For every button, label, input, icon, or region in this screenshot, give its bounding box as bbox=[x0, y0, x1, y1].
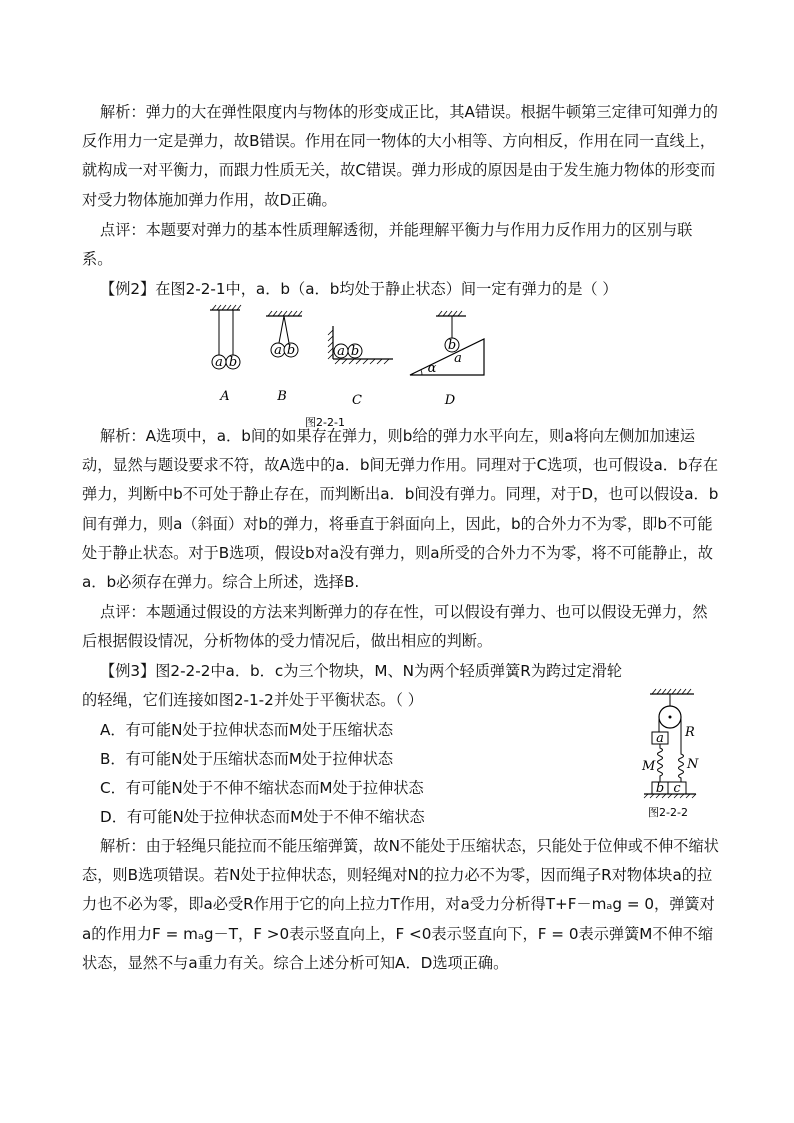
option-d: D．有可能N处于拉伸状态而M处于不伸不缩状态 bbox=[100, 808, 425, 826]
figure-2-2-1 bbox=[200, 304, 500, 434]
panel-label-d: D bbox=[444, 393, 456, 408]
panel-label-b: B bbox=[277, 389, 287, 404]
spring-n-label: N bbox=[687, 757, 699, 772]
panel-label-c: C bbox=[352, 393, 362, 408]
spring-n bbox=[679, 750, 684, 782]
figure-2-2-2 bbox=[628, 688, 708, 823]
analysis-paragraph-2: 解析：A选项中，a．b间的如果存在弹力，则b给的弹力水平向左，则a将向左侧加加速运动，显然与题设要求不符，故A选中的a．b间无弹力作用。同理对于C选项，也可假设a．b存在弹力，判断中b不可处于静止存在，而判断出a．b间没有弹力。同理，对于D，也可以假设a．b间有弹力，则a（斜面）对b的弹力，将垂直于斜面向上，因此，b的合外力不为零，即b不可能处于静止状态。对于B选项，假设b对a没有弹力，则a所受的合外力不为零，将不可能静止，故a．b必须存在弹力。综合上所述，选择B. bbox=[82, 427, 719, 592]
angle-label: α bbox=[427, 361, 437, 376]
example-3-question: 【例3】图2-2-2中a．b．c为三个物块，M、N为两个轻质弹簧R为跨过定滑轮的轻绳，它们连接如图2-1-2并处于平衡状态。（ ） bbox=[82, 662, 622, 710]
comment-paragraph-1: 点评：本题要对弹力的基本性质理解透彻，并能理解平衡力与作用力反作用力的区别与联系。 bbox=[82, 221, 693, 269]
spring-m-label: M bbox=[642, 759, 656, 774]
ball-b-label: b bbox=[286, 343, 296, 358]
panel-label-a: A bbox=[220, 389, 230, 404]
ball-a-label: a bbox=[337, 344, 345, 359]
figure-panel-a bbox=[210, 305, 241, 404]
figure-2-2-2-caption: 图2-2-2 bbox=[648, 806, 688, 819]
comment-paragraph-2: 点评：本题通过假设的方法来判断弹力的存在性，可以假设有弹力、也可以假设无弹力，然后根据假设情况，分析物体的受力情况后，做出相应的判断。 bbox=[82, 603, 708, 651]
analysis-paragraph-3: 解析：由于轻绳只能拉而不能压缩弹簧，故N不能处于压缩状态，只能处于位伸或不伸不缩状态，则B选项错误。若N处于拉伸状态，则轻绳对N的拉力必不为零，因而绳子R对物体块a的拉力也不必为零，即a必受R作用于它的向上拉力T作用，对a受力分析得T+F－mₐg = 0，弹簧对a的作用力F = mₐg－T，F >0表示竖直向上，F <0表示竖直向下，F = 0表示弹簧M不伸不缩状态，显然不与a重力有关。综合上述分析可知A．D选项正确。 bbox=[82, 837, 719, 972]
option-b: B．有可能N处于压缩状态而M处于拉伸状态 bbox=[100, 750, 394, 768]
incline-a-label: a bbox=[454, 351, 462, 366]
ball-b-label: b bbox=[350, 344, 360, 359]
option-c: C．有可能N处于不伸不缩状态而M处于拉伸状态 bbox=[100, 779, 424, 797]
analysis-paragraph-1: 解析：弹力的大在弹性限度内与物体的形变成正比，其A错误。根据牛顿第三定律可知弹力的反作用力一定是弹力，故B错误。作用在同一物体的大小相等、方向相反，作用在同一直线上，就构成一对平衡力，而跟力性质无关，故C错误。弹力形成的原因是由于发生施力物体的形变而对受力物体施加弹力作用，故D正确。 bbox=[82, 103, 718, 209]
block-a-label: a bbox=[656, 731, 664, 746]
rope-r-label: R bbox=[685, 725, 695, 740]
block-b-label: b bbox=[655, 781, 665, 796]
spring-m bbox=[658, 744, 663, 782]
figure-panel-c bbox=[328, 326, 393, 408]
ball-b-label: b bbox=[228, 355, 238, 370]
figure-2-2-1-caption: 图2-2-1 bbox=[305, 416, 345, 429]
ball-a-label: a bbox=[274, 343, 282, 358]
example-2-question: 【例2】在图2-2-1中，a．b（a．b均处于静止状态）间一定有弹力的是（ ） bbox=[100, 280, 618, 298]
figure-panel-d bbox=[410, 311, 484, 408]
block-c-label: c bbox=[673, 781, 681, 796]
figure-panel-b bbox=[266, 311, 302, 404]
ball-b-label: b bbox=[447, 338, 457, 353]
ball-a-label: a bbox=[215, 355, 223, 370]
option-a: A．有可能N处于拉伸状态而M处于压缩状态 bbox=[100, 721, 394, 739]
